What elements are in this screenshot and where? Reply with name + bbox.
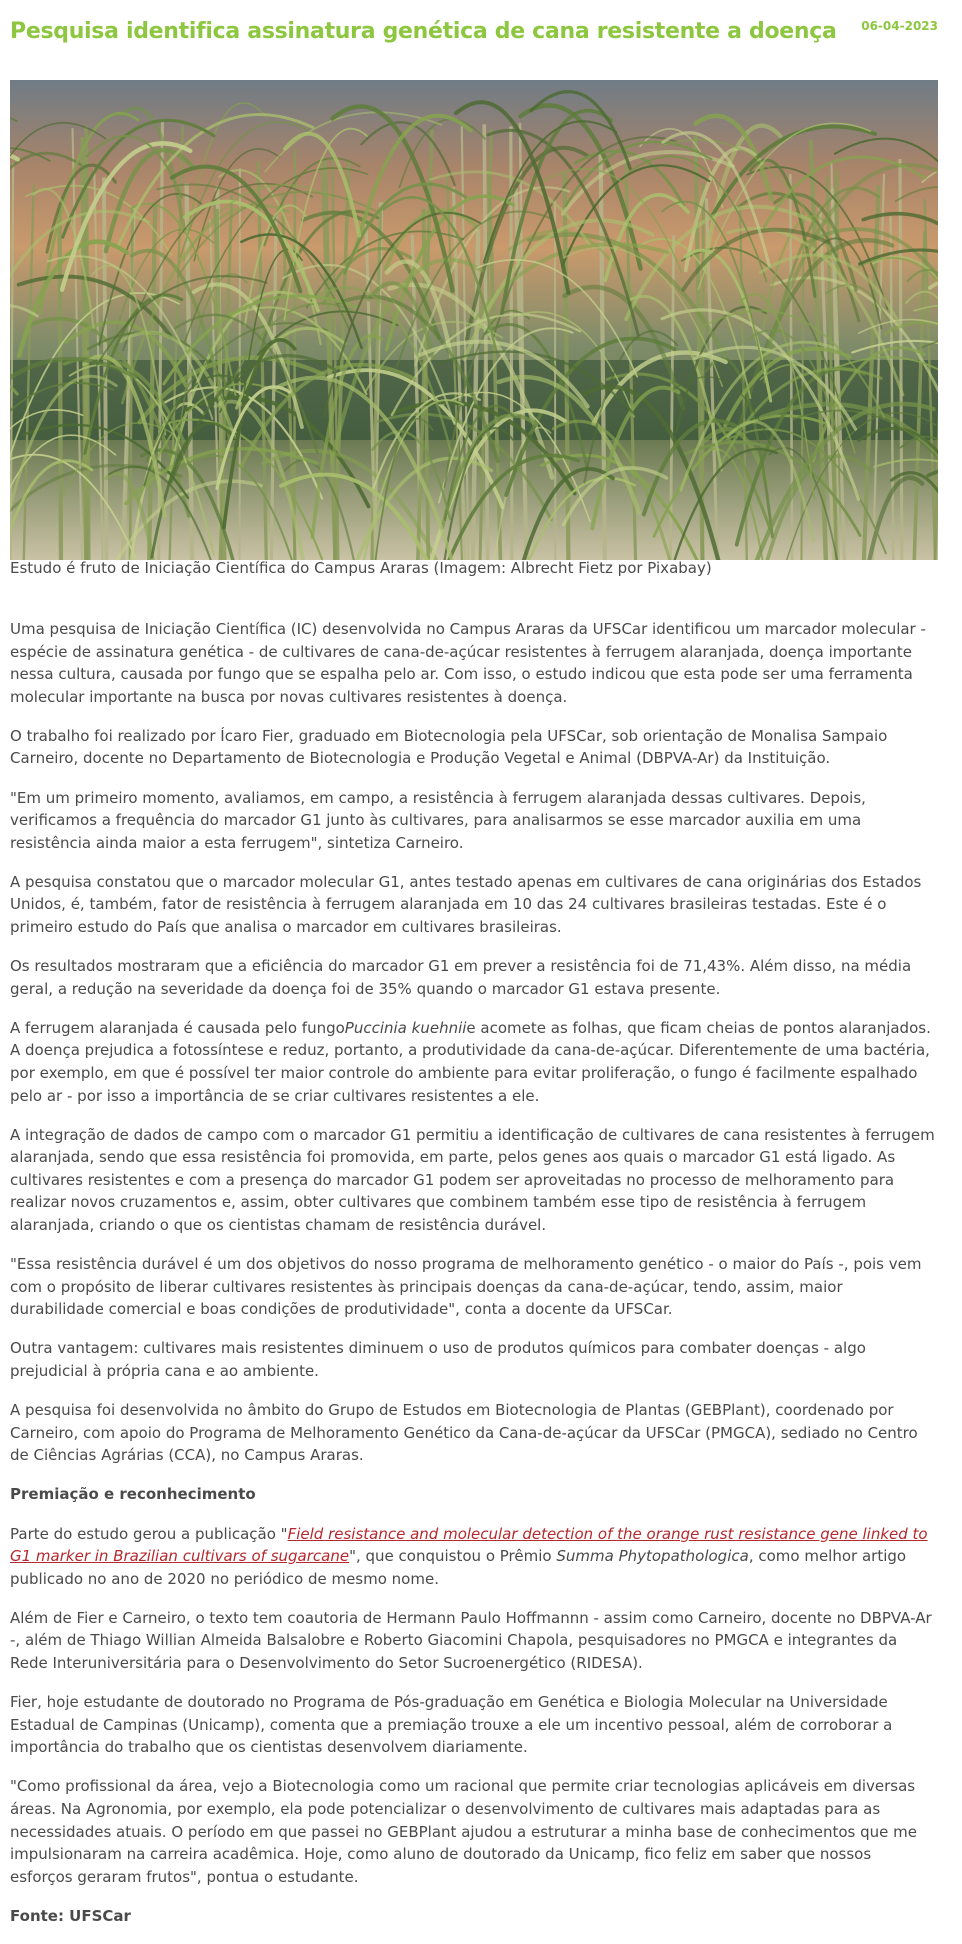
paragraph: "Em um primeiro momento, avaliamos, em campo, a resistência à ferrugem alaranjada dessas cultivares. Depois, verificamos a frequência do marcador G1 junto às cultivares, para analisarmos se esse marcador auxilia em uma resistência ainda maior a esta ferrugem", sintetiza Carneiro. xyxy=(10,788,866,852)
paragraph: "Essa resistência durável é um dos objetivos do nosso programa de melhoramento genético - o maior do País -, pois vem com o propósito de liberar cultivares resistentes às principais doenças da cana-de-açúcar, tendo, assim, maior durabilidade comercial e boas condições de produtividade", conta a docente da UFSCar. xyxy=(10,1255,922,1319)
paragraph-text: ", que conquistou o Prêmio xyxy=(349,1547,557,1566)
species-name: Puccinia kuehnii xyxy=(344,1018,467,1037)
paragraph-text: Parte do estudo gerou a publicação " xyxy=(10,1524,288,1543)
paragraph: "Como profissional da área, vejo a Biotecnologia como um racional que permite criar tecnologias aplicáveis em diversas áreas. Na Agronomia, por exemplo, ela pode potencializar o desenvolvimento de cultivares mais adaptadas para as necessidades atuais. O período em que passei no GEBPlant ajudou a estruturar a minha base de conhecimentos que me impulsionaram na carreira acadêmica. Hoje, como aluno de doutorado da Unicamp, fico feliz em saber que nossos esforços geraram frutos", pontua o estudante. xyxy=(10,1777,917,1886)
publication-link[interactable]: Field resistance and molecular detection of the orange rust resistance gene linked to G1 marker in Brazilian cultivars of sugarcane xyxy=(10,1524,928,1566)
paragraph: A pesquisa foi desenvolvida no âmbito do Grupo de Estudos em Biotecnologia de Plantas (GEBPlant), coordenado por Carneiro, com apoio do Programa de Melhoramento Genético da Cana-de-açúcar da UFSCar (PMGCA), sediado no Centro de Ciências Agrárias (CCA), no Campus Araras. xyxy=(10,1401,918,1465)
article-source: Fonte: UFSCar xyxy=(10,1906,131,1925)
paragraph: Além de Fier e Carneiro, o texto tem coautoria de Hermann Paulo Hoffmannn - assim como Carneiro, docente no DBPVA-Ar -, além de Thiago Willian Almeida Balsalobre e Roberto Giacomini Chapola, pesquisadores no PMGCA e integrantes da Rede Interuniversitária para o Desenvolvimento do Setor Sucroenergético (RIDESA). xyxy=(10,1608,932,1672)
paragraph xyxy=(10,1017,938,1107)
paragraph: Uma pesquisa de Iniciação Científica (IC) desenvolvida no Campus Araras da UFSCar identificou um marcador molecular - espécie de assinatura genética - de cultivares de cana-de-açúcar resistentes à ferrugem alaranjada, doença importante nessa cultura, causada por fungo que se espalha pelo ar. Com isso, o estudo indicou que esta pode ser uma ferramenta molecular importante na busca por novas cultivares resistentes à doença. xyxy=(10,620,926,706)
article-date: 06-04-2023 xyxy=(861,19,938,33)
paragraph: O trabalho foi realizado por Ícaro Fier, graduado em Biotecnologia pela UFSCar, sob orientação de Monalisa Sampaio Carneiro, docente no Departamento de Biotecnologia e Produção Vegetal e Animal (DBPVA-Ar) da Instituição. xyxy=(10,726,888,768)
image-caption: Estudo é fruto de Iniciação Científica do Campus Araras (Imagem: Albrecht Fietz por Pixabay) xyxy=(10,559,712,577)
section-heading: Premiação e reconhecimento xyxy=(10,1485,256,1504)
paragraph-text: e acomete as folhas, que ficam cheias de pontos alaranjados. A doença prejudica a fotossíntese e reduz, portanto, a produtividade da cana-de-açúcar. Diferentemente de uma bactéria, por exemplo, em que é possível ter maior controle do ambiente para evitar proliferação, o fungo é facilmente espalhado pelo ar - por isso a importância de se criar cultivares resistentes a ele. xyxy=(10,1018,931,1105)
paragraph xyxy=(10,1523,938,1591)
article xyxy=(10,0,938,1925)
prize-name: Summa Phytopathologica xyxy=(556,1547,749,1566)
article-body xyxy=(10,618,938,1944)
sugarcane-field-photo xyxy=(10,80,938,560)
paragraph: A pesquisa constatou que o marcador molecular G1, antes testado apenas em cultivares de cana originárias dos Estados Unidos, é, também, fator de resistência à ferrugem alaranjada em 10 das 24 cultivares brasileiras testadas. Este é o primeiro estudo do País que analisa o marcador em cultivares brasileiras. xyxy=(10,872,922,937)
paragraph-text: A ferrugem alaranjada é causada pelo fungo xyxy=(10,1018,345,1037)
article-header xyxy=(10,0,938,74)
paragraph: Outra vantagem: cultivares mais resistentes diminuem o uso de produtos químicos para combater doenças - algo prejudicial à própria cana e ao ambiente. xyxy=(10,1339,866,1381)
paragraph-text: , como melhor artigo publicado no ano de 2020 no periódico de mesmo nome. xyxy=(10,1547,907,1588)
article-image xyxy=(10,80,938,560)
paragraph: Fier, hoje estudante de doutorado no Programa de Pós-graduação em Genética e Biologia Molecular na Universidade Estadual de Campinas (Unicamp), comenta que a premiação trouxe a ele um incentivo pessoal, além de corroborar a importância do trabalho que os cientistas desenvolvem diariamente. xyxy=(10,1693,893,1757)
paragraph: Os resultados mostraram que a eficiência do marcador G1 em prever a resistência foi de 71,43%. Além disso, na média geral, a redução na severidade da doença foi de 35% quando o marcador G1 estava presente. xyxy=(10,957,912,998)
article-title: Pesquisa identifica assinatura genética de cana resistente a doença xyxy=(10,19,837,44)
paragraph: A integração de dados de campo com o marcador G1 permitiu a identificação de cultivares de cana resistentes à ferrugem alaranjada, sendo que essa resistência foi promovida, em parte, pelos genes aos quais o marcador G1 está ligado. As cultivares resistentes e com a presença do marcador G1 podem ser aproveitadas no processo de melhoramento para realizar novos cruzamentos e, assim, obter cultivares que combinem também esse tipo de resistência à ferrugem alaranjada, criando o que os cientistas chamam de resistência durável. xyxy=(10,1125,935,1235)
